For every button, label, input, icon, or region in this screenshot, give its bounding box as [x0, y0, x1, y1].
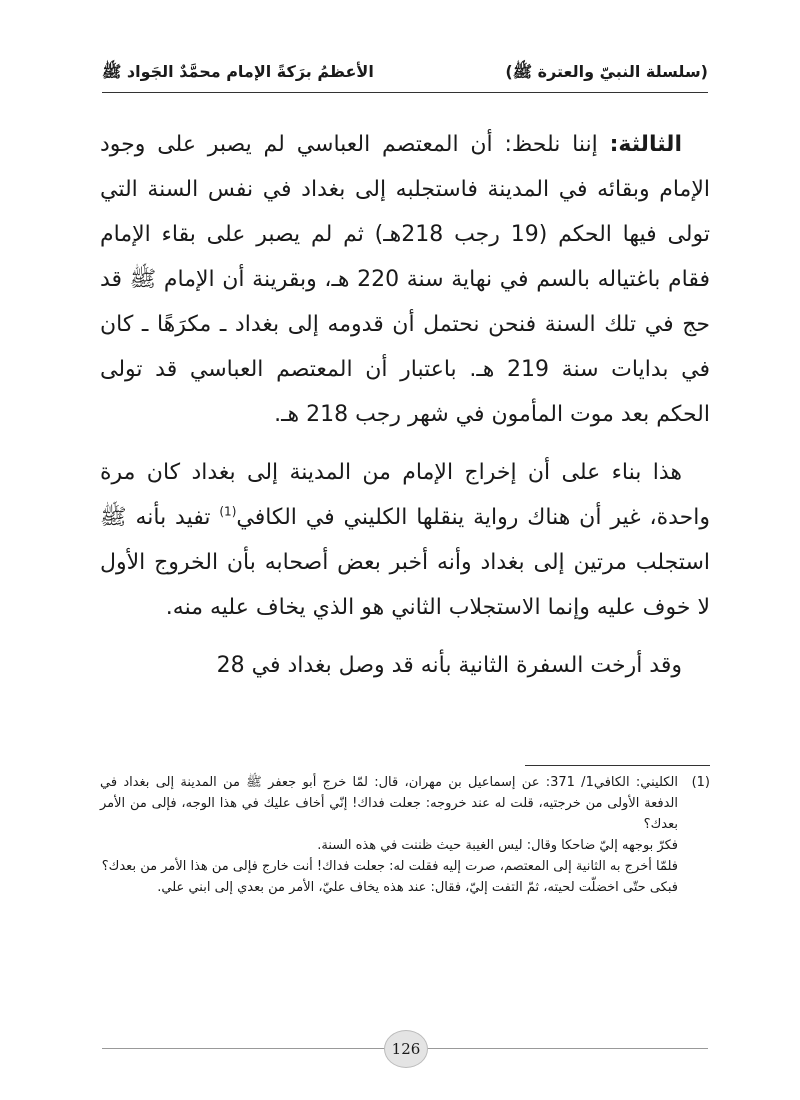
- page-number: 126: [384, 1030, 428, 1068]
- footnote-divider: [525, 765, 710, 766]
- header-divider: [102, 92, 708, 93]
- book-title: الأعظمُ برَكةً الإمام محمَّدٌ الجَواد ﷺ: [102, 61, 374, 81]
- paragraph-lead: الثالثة:: [609, 132, 682, 157]
- paragraph-3: وقد أرخت السفرة الثانية بأنه قد وصل بغداد في 28: [216, 653, 682, 678]
- footnote-line: فبكى حتّى اخضلّت لحيته، ثمّ التفت إليّ، فقال: عند هذه يخاف عليّ، الأمر من بعدي إلى ابني علي.: [157, 880, 678, 895]
- paragraph-1: [100, 122, 710, 437]
- footnote-line: فكرّ بوجهه إليّ ضاحكا وقال: ليس الغيبة حيث ظننت في هذه السنة.: [317, 838, 678, 853]
- series-title: (سلسلة النبيّ والعترة ﷺ): [505, 61, 708, 81]
- footnote-number: (1): [691, 775, 710, 790]
- main-text: [100, 122, 710, 701]
- page-footer: [102, 1030, 708, 1066]
- paragraph-2-text-a: هذا بناء على أن إخراج الإمام من المدينة إلى بغداد كان مرة واحدة، غير أن هناك رواية ينقلها الكليني في الكافي: [100, 460, 710, 530]
- paragraph-1-text: إننا نلحظ: أن المعتصم العباسي لم يصبر على وجود الإمام وبقائه في المدينة فاستجلبه إلى بغداد في نفس السنة التي تولى فيها الحكم (19 رجب 218هـ) ثم لم يصبر على بقاء الإمام فقام باغتياله بالسم في نهاية سنة 220 هـ، وبقرينة أن الإمام ﷺ قد حج في تلك السنة فنحن نحتمل أن قدومه إلى بغداد ـ مكرَهًا ـ كان في بدايات سنة 219 هـ. باعتبار أن المعتصم العباسي قد تولى الحكم بعد موت المأمون في شهر رجب 218 هـ.: [100, 132, 710, 427]
- footnote-text: الكليني: الكافي1/ 371: عن إسماعيل بن مهران، قال: لمّا خرج أبو جعفر ﷺ من المدينة إلى بغداد في الدفعة الأولى من خرجتيه، قلت له عند خروجه: جعلت فداك! إنّي أخاف عليك في هذا الوجه، فإلى من الأمر بعدك؟: [100, 775, 679, 832]
- paragraph-2: [100, 450, 710, 630]
- footnote-line: [100, 772, 710, 835]
- footnote-line: فلمّا أخرج به الثانية إلى المعتصم، صرت إليه فقلت له: جعلت فداك! أنت خارج فإلى من هذا الأمر من بعدك؟: [101, 859, 678, 874]
- paragraph-2-text-b: تفيد بأنه ﷺ استجلب مرتين إلى بغداد وأنه أخبر بعض أصحابه بأن الخروج الأول لا خوف عليه وإنما الاستجلاب الثاني هو الذي يخاف عليه منه.: [100, 505, 710, 620]
- footnote-reference[interactable]: (1): [219, 504, 237, 519]
- footnotes: [100, 772, 710, 898]
- running-header: [102, 58, 708, 88]
